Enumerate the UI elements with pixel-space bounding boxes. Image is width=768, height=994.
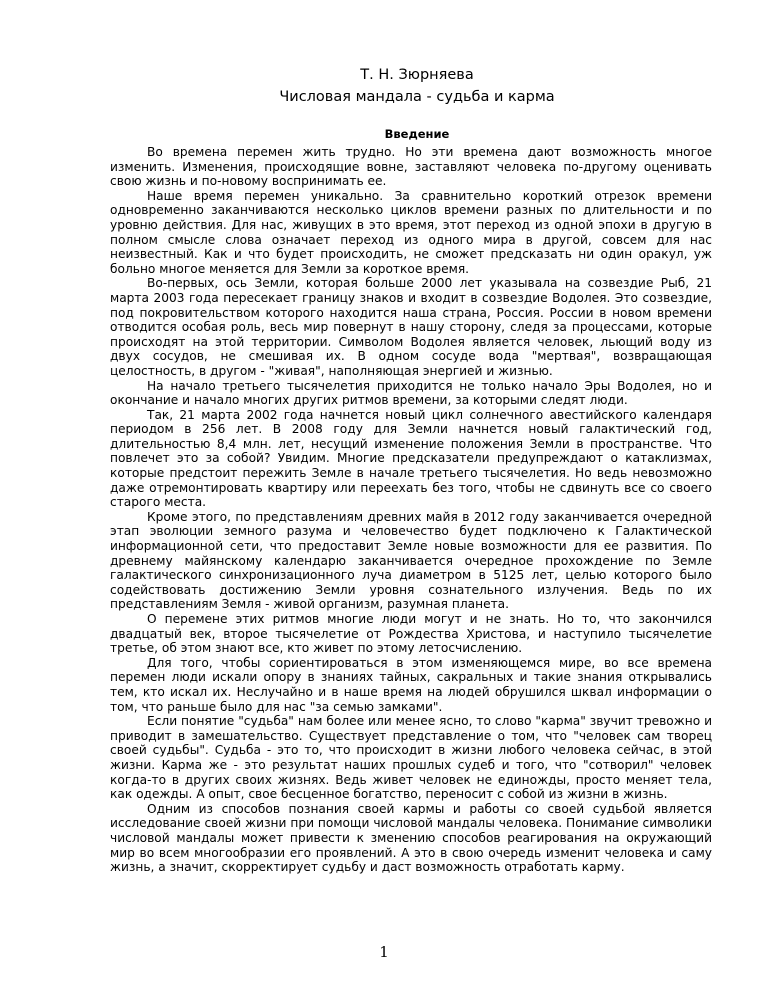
paragraph: Во времена перемен жить трудно. Но эти времена дают возможность многое изменить. Изменения, происходящие вовне, заставляют человека по-другому оценивать свою жизнь и по-новому воспринимать ее. xyxy=(110,145,712,189)
document-page xyxy=(110,64,712,875)
paragraph: Во-первых, ось Земли, которая больше 2000 лет указывала на созвездие Рыб, 21 марта 2003 года пересекает границу знаков и входит в созвездие Водолея. Это созвездие, под покровительством которого находится наша страна, Россия. России в новом времени отводится особая роль, весь мир повернут в нашу сторону, следя за процессами, которые происходят на этой территории. Символом Водолея является человек, льющий воду из двух сосудов, не смешивая их. В одном сосуде вода "мертвая", возвращающая целостность, в другом - "живая", наполняющая энергией и жизнью. xyxy=(110,276,712,378)
paragraph: На начало третьего тысячелетия приходится не только начало Эры Водолея, но и окончание и начало многих других ритмов времени, за которыми следят люди. xyxy=(110,378,712,408)
paragraph: Наше время перемен уникально. За сравнительно короткий отрезок времени одновременно заканчиваются несколько циклов времени разных по длительности и по уровню действия. Для нас, живущих в это время, этот переход из одной эпохи в другую в полном смысле слова означает переход из одного мира в другой, совсем для нас неизвестный. Как и что будет происходить, не сможет предсказать ни один оракул, уж больно многое меняется для Земли за короткое время. xyxy=(110,188,712,276)
document-title: Числовая мандала - судьба и карма xyxy=(279,89,555,105)
paragraph: Так, 21 марта 2002 года начнется новый цикл солнечного авестийского календаря периодом в 256 лет. В 2008 году для Земли начнется новый галактический год, длительностью 8,4 млн. лет, несущий изменение положения Земли в пространстве. Что повлечет это за собой? Увидим. Многие предсказатели предупреждают о катаклизмах, которые предстоит пережить Земле в начале третьего тысячелетия. Но ведь невозможно даже отремонтировать квартиру или переехать без того, чтобы не сдвинуть все со своего старого места. xyxy=(110,407,712,510)
paragraph: Кроме этого, по представлениям древних майя в 2012 году заканчивается очередной этап эволюции земного разума и человечество будет подключено к Галактической информационной сети, что предоставит Земле новые возможности для ее развития. По древнему майянскому календарю заканчивается очередное прохождение по Земле галактического синхронизационного луча диаметром в 5125 лет, целью которого было содействовать достижению Земли уровня сознательного излучения. Ведь по их представлениям Земля - живой организм, разумная планета. xyxy=(110,509,712,612)
body-text xyxy=(110,145,712,875)
section-heading: Введение xyxy=(384,127,450,141)
paragraph: Если понятие "судьба" нам более или менее ясно, то слово "карма" звучит тревожно и приводит в замешательство. Существует представление о том, что "человек сам творец своей судьбы". Судьба - это то, что происходит в жизни любого человека сейчас, в этой жизни. Карма же - это результат наших прошлых судеб и того, что "сотворил" человек когда-то в других своих жизнях. Ведь живет человек не единожды, просто меняет тела, как одежды. А опыт, свое бесценное богатство, переносит с собой из жизни в жизнь. xyxy=(110,714,712,802)
paragraph: О перемене этих ритмов многие люди могут и не знать. Но то, что закончился двадцатый век, второе тысячелетие от Рождества Христова, и наступило тысячелетие третье, об этом знают все, кто живет по этому летосчислению. xyxy=(110,612,712,656)
author-name: Т. Н. Зюрняева xyxy=(360,67,474,83)
paragraph: Для того, чтобы сориентироваться в этом изменяющемся мире, во все времена перемен люди искали опору в знаниях тайных, сакральных и такие знания открывались тем, кто искал их. Неслучайно и в наше время на людей обрушился шквал информации о том, что раньше было для нас "за семью замками". xyxy=(110,655,712,714)
page-number: 1 xyxy=(379,943,389,961)
paragraph: Одним из способов познания своей кармы и работы со своей судьбой является исследование своей жизни при помощи числовой мандалы человека. Понимание символики числовой мандалы может привести к зменению способов реагирования на окружающий мир во всем многообразии его проявлений. А это в свою очередь изменит человека и саму жизнь, а значит, скорректирует судьбу и даст возможность отработать карму. xyxy=(110,801,712,875)
